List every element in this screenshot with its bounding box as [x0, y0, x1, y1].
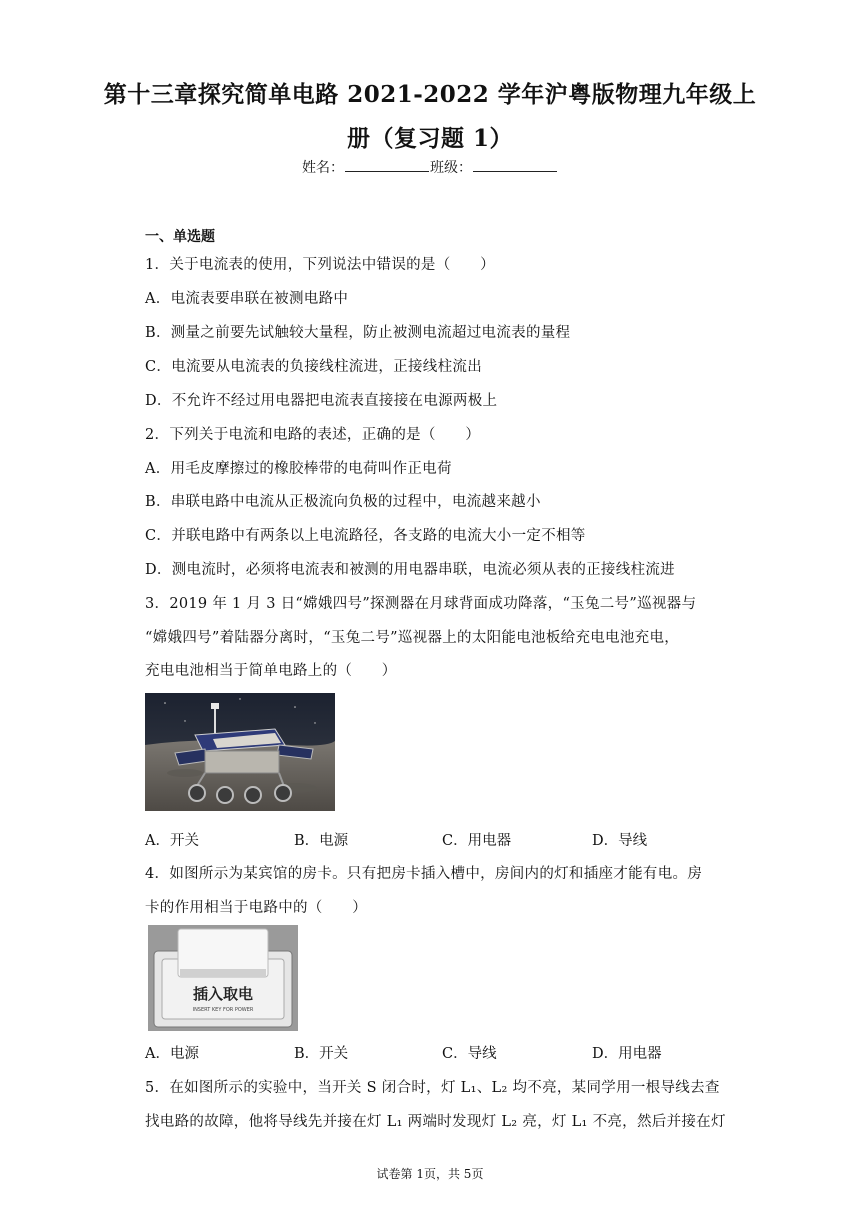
class-blank[interactable]	[473, 157, 557, 172]
card-sublabel: INSERT KEY FOR POWER	[192, 1007, 254, 1013]
q1-stem: 1．关于电流表的使用，下列说法中错误的是（ ）	[145, 257, 495, 273]
q3-stem-line-2: “嫦娥四号”着陆器分离时，“玉兔二号”巡视器上的太阳能电池板给充电电池充电，	[145, 630, 680, 646]
title-line-1: 第十三章探究简单电路 2021-2022 学年沪粤版物理九年级上	[103, 81, 757, 108]
q1-option-d: D．不允许不经过用电器把电流表直接接在电源两极上	[145, 393, 498, 409]
q2-stem: 2．下列关于电流和电路的表述，正确的是（ ）	[145, 427, 481, 443]
q1-option-c: C．电流要从电流表的负接线柱流进，正接线柱流出	[145, 359, 482, 375]
name-class-bar	[0, 157, 860, 177]
q5-stem-line-2: 找电路的故障，他将导线先并接在灯 L₁ 两端时发现灯 L₂ 亮，灯 L₁ 不亮，然后并接在灯	[145, 1114, 726, 1130]
q3-option-a: A．开关	[145, 833, 199, 849]
q4-stem-line-2: 卡的作用相当于电路中的（ ）	[145, 900, 367, 916]
class-label: 班级：	[430, 160, 472, 176]
q2-option-c: C．并联电路中有两条以上电流路径，各支路的电流大小一定不相等	[145, 528, 586, 544]
q3-option-b: B．电源	[294, 833, 349, 849]
q5-stem-line-1: 5．在如图所示的实验中，当开关 S 闭合时，灯 L₁、L₂ 均不亮，某同学用一根导线去查	[145, 1080, 720, 1096]
title-line-2: 册（复习题 1）	[346, 125, 513, 152]
q4-option-d: D．用电器	[592, 1046, 662, 1062]
rover-image	[145, 693, 335, 811]
name-label: 姓名：	[302, 160, 344, 176]
section-title: 一、单选题	[145, 229, 215, 245]
q4-option-c: C．导线	[442, 1046, 497, 1062]
q4-stem-line-1: 4．如图所示为某宾馆的房卡。只有把房卡插入槽中，房间内的灯和插座才能有电。房	[145, 866, 703, 882]
q1-option-a: A．电流表要串联在被测电路中	[145, 291, 349, 307]
q3-stem-line-3: 充电电池相当于简单电路上的（ ）	[145, 663, 397, 679]
q1-option-b: B．测量之前要先试触较大量程，防止被测电流超过电流表的量程	[145, 325, 571, 341]
q2-option-d: D．测电流时，必须将电流表和被测的用电器串联，电流必须从表的正接线柱流进	[145, 562, 675, 578]
q4-option-b: B．开关	[294, 1046, 349, 1062]
page-footer: 试卷第 1页，共 5页	[376, 1167, 484, 1181]
q2-option-a: A．用毛皮摩擦过的橡胶棒带的电荷叫作正电荷	[145, 461, 452, 477]
card-label: 插入取电	[192, 985, 254, 1003]
q3-stem-line-1: 3．2019 年 1 月 3 日“嫦娥四号”探测器在月球背面成功降落，“玉兔二号”巡视器与	[145, 596, 697, 612]
q3-option-d: D．导线	[592, 833, 648, 849]
name-blank[interactable]	[345, 157, 429, 172]
q3-option-c: C．用电器	[442, 833, 512, 849]
room-card-image	[148, 925, 298, 1031]
q4-option-a: A．电源	[145, 1046, 199, 1062]
q2-option-b: B．串联电路中电流从正极流向负极的过程中，电流越来越小	[145, 494, 541, 510]
